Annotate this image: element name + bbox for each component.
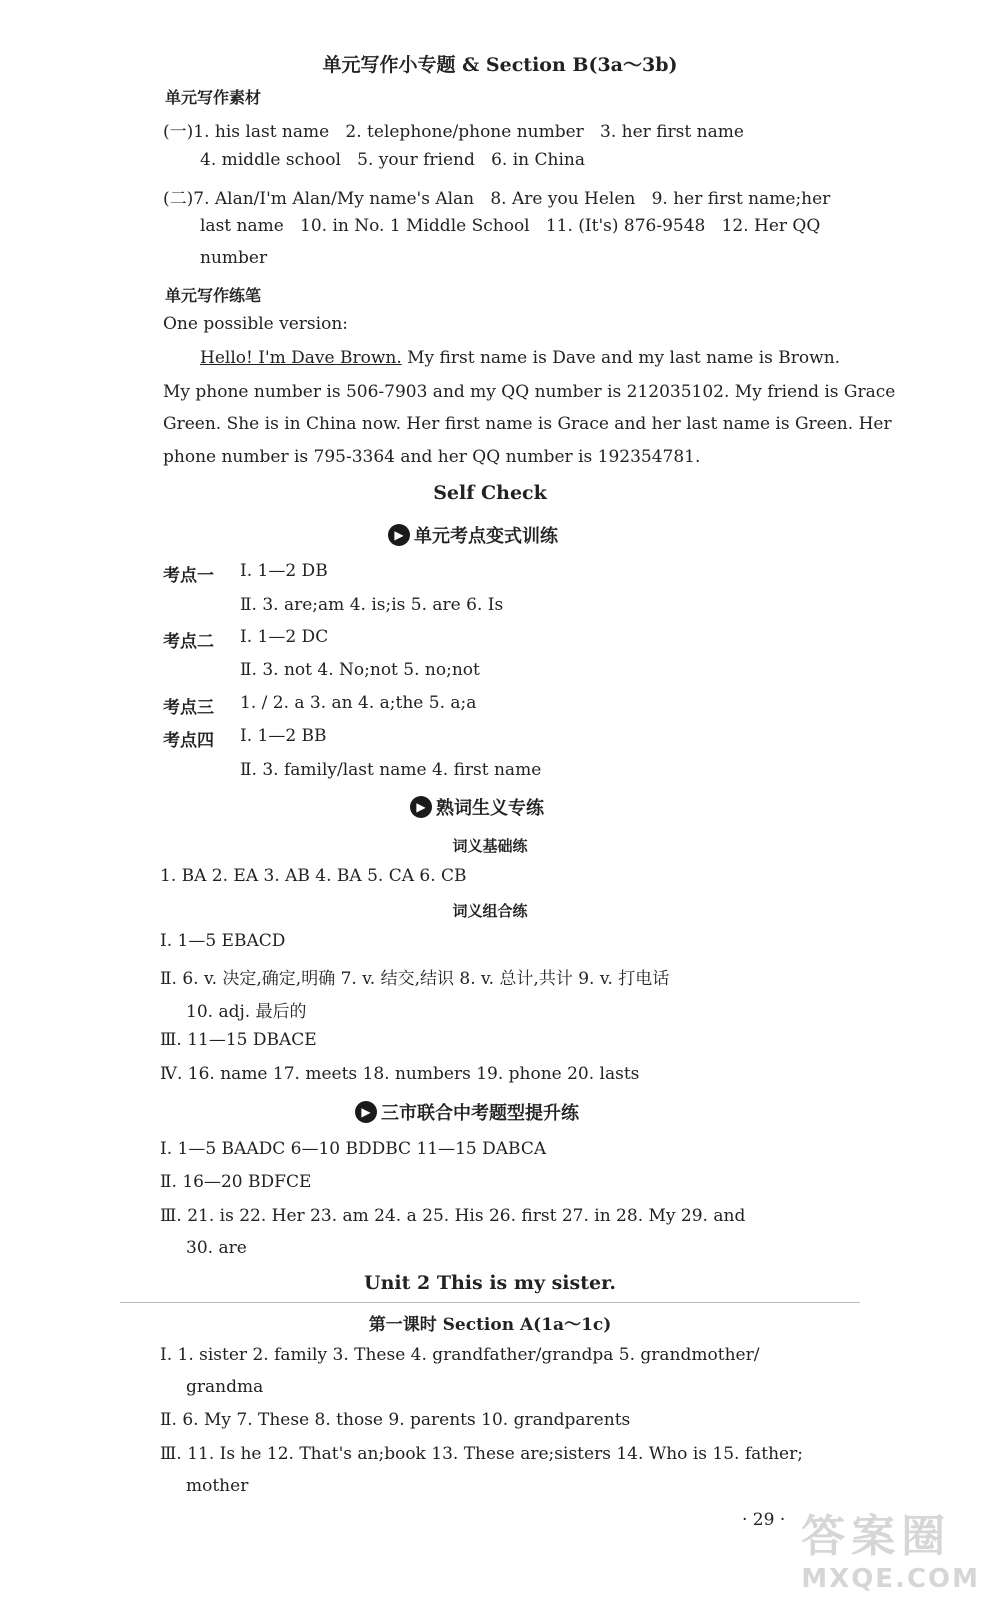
part1-prefix: (一) — [163, 122, 194, 142]
row-answers: Ⅰ. 1—2 DC — [240, 627, 329, 647]
practice-intro: One possible version: — [163, 314, 348, 334]
row-label: 考点二 — [163, 632, 214, 652]
answer-line: 1. BA 2. EA 3. AB 4. BA 5. CA 6. CB — [160, 866, 467, 886]
answer-item: 3. her first name — [600, 122, 744, 142]
answer-line: grandma — [186, 1377, 264, 1397]
page-number: · 29 · — [742, 1510, 786, 1530]
section-heading-text: 三市联合中考题型提升练 — [381, 1103, 579, 1124]
row-answers: Ⅱ. 3. family/last name 4. first name — [240, 760, 542, 780]
answer-line: Ⅲ. 21. is 22. Her 23. am 24. a 25. His 26. first 27. in 28. My 29. and — [160, 1206, 746, 1226]
materials-line-4 — [200, 216, 820, 236]
section-heading — [388, 522, 558, 548]
practice-text: My first name is Dave and my last name is Brown. — [401, 348, 841, 368]
watermark-url: MXQE.COM — [801, 1564, 980, 1594]
divider — [120, 1302, 860, 1303]
row-answers: Ⅱ. 3. are;am 4. is;is 5. are 6. Is — [240, 595, 504, 615]
answer-line: Ⅱ. 6. v. 决定,确定,明确 7. v. 结交,结识 8. v. 总计,共计 9. v. 打电话 — [160, 969, 670, 989]
row-label: 考点四 — [163, 731, 214, 751]
answer-item: 1. his last name — [193, 122, 330, 142]
answer-line: Ⅰ. 1. sister 2. family 3. These 4. grandfather/grandpa 5. grandmother/ — [160, 1345, 760, 1365]
watermark-logo — [801, 1500, 980, 1594]
answer-item: 6. in China — [491, 150, 585, 170]
unit-title: Unit 2 This is my sister. — [364, 1272, 616, 1294]
answer-item: last name — [200, 216, 284, 236]
answer-item: 9. her first name;her — [651, 189, 831, 209]
self-check-title: Self Check — [433, 482, 547, 504]
lesson-subtitle: 第一课时 Section A(1a～1c) — [368, 1315, 612, 1335]
answer-item: 11. (It's) 876-9548 — [545, 216, 706, 236]
subheading: 词义基础练 — [452, 837, 528, 855]
row-answers: Ⅰ. 1—2 BB — [240, 726, 327, 746]
section-heading-text: 单元考点变式训练 — [414, 526, 558, 547]
arrow-icon: ▶ — [388, 524, 410, 546]
subheading: 词义组合练 — [452, 902, 528, 920]
practice-line-2: My phone number is 506-7903 and my QQ number is 212035102. My friend is Grace — [163, 382, 896, 402]
answer-item: 5. your friend — [357, 150, 475, 170]
arrow-icon: ▶ — [410, 796, 432, 818]
watermark-text: 答案圈 — [801, 1511, 952, 1562]
practice-line-3: Green. She is in China now. Her first name is Grace and her last name is Green. Her — [163, 414, 892, 434]
materials-line-1 — [163, 117, 744, 142]
practice-line-4: phone number is 795-3364 and her QQ number is 192354781. — [163, 447, 701, 467]
answer-item: 12. Her QQ — [721, 216, 821, 236]
writing-materials-heading: 单元写作素材 — [165, 88, 262, 107]
section-heading — [410, 794, 544, 820]
row-answers: Ⅰ. 1—2 DB — [240, 561, 328, 581]
answer-line: Ⅰ. 1—5 BAADC 6—10 BDDBC 11—15 DABCA — [160, 1139, 547, 1159]
answer-item: 7. Alan/I'm Alan/My name's Alan — [193, 189, 475, 209]
answer-line: Ⅱ. 6. My 7. These 8. those 9. parents 10. grandparents — [160, 1410, 631, 1430]
answer-item: 2. telephone/phone number — [345, 122, 584, 142]
answer-item: 4. middle school — [200, 150, 341, 170]
materials-line-5: number — [200, 248, 268, 268]
practice-line-1 — [200, 348, 840, 368]
section-heading-text: 熟词生义专练 — [436, 798, 544, 819]
answer-item: 8. Are you Helen — [490, 189, 636, 209]
answer-item: 10. in No. 1 Middle School — [300, 216, 530, 236]
row-answers: 1. / 2. a 3. an 4. a;the 5. a;a — [240, 693, 477, 713]
materials-line-3 — [163, 184, 830, 209]
row-label: 考点一 — [163, 566, 214, 586]
row-label: 考点三 — [163, 698, 214, 718]
materials-line-2 — [200, 150, 585, 170]
answer-line: Ⅳ. 16. name 17. meets 18. numbers 19. phone 20. lasts — [160, 1064, 640, 1084]
section-title: 单元写作小专题 & Section B(3a～3b) — [322, 54, 678, 76]
answer-line: 30. are — [186, 1238, 247, 1258]
answer-line: mother — [186, 1476, 249, 1496]
answer-line: Ⅱ. 16—20 BDFCE — [160, 1172, 312, 1192]
answer-line: Ⅰ. 1—5 EBACD — [160, 931, 286, 951]
section-heading — [355, 1099, 579, 1125]
writing-practice-heading: 单元写作练笔 — [165, 286, 262, 305]
answer-line: Ⅲ. 11. Is he 12. That's an;book 13. These are;sisters 14. Who is 15. father; — [160, 1444, 803, 1464]
answer-line: Ⅲ. 11—15 DBACE — [160, 1030, 317, 1050]
row-answers: Ⅱ. 3. not 4. No;not 5. no;not — [240, 660, 480, 680]
part2-prefix: (二) — [163, 189, 194, 209]
arrow-icon: ▶ — [355, 1101, 377, 1123]
answer-line: 10. adj. 最后的 — [186, 1002, 307, 1022]
underlined-opening: Hello! I'm Dave Brown. — [200, 348, 402, 368]
